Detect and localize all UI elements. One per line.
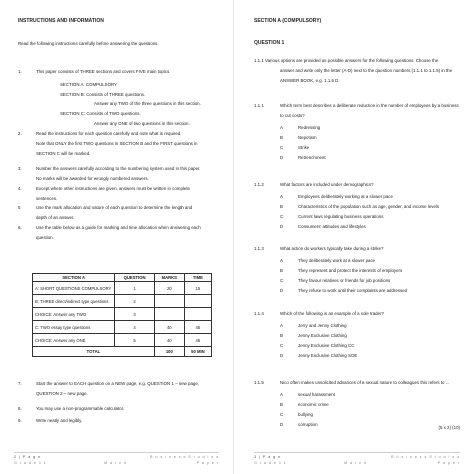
- option-letter: C: [280, 412, 284, 417]
- table-cell-marks: [154, 295, 184, 308]
- option-letter: A: [280, 194, 283, 199]
- option-letter: A: [280, 125, 283, 130]
- option-text: sexual harassment: [298, 392, 335, 397]
- total-marks: (5 x 2) (10): [438, 425, 460, 430]
- option-text: Nepotism: [298, 135, 317, 140]
- instruction-number: 4.: [18, 186, 22, 191]
- question-stem: What action do workers typically take during a strike?: [280, 246, 384, 251]
- left-page-content: [0, 0, 233, 474]
- table-cell-time: 45: [184, 334, 211, 347]
- option-letter: D: [280, 155, 284, 160]
- option-letter: B: [280, 402, 283, 407]
- instruction-text: Write neatly and legibly.: [36, 418, 83, 423]
- instruction-number: 6.: [18, 225, 22, 230]
- table-cell-time: [184, 295, 211, 308]
- table-body: [33, 282, 212, 357]
- option-text: Retrenchment: [298, 155, 326, 160]
- table-row: [33, 282, 212, 295]
- footer-page-number: 3 | P a g e: [254, 455, 282, 459]
- option-letter: C: [280, 278, 284, 283]
- table-cell-marks: 40: [154, 334, 184, 347]
- instruction-number: 9.: [18, 418, 22, 423]
- instruction-text: Note that ONLY the first TWO questions in SECTION B and the FIRST questions in: [36, 141, 198, 146]
- table-row: [33, 308, 212, 321]
- option-text: Redressing: [298, 125, 321, 130]
- instruction-text: SECTION A: COMPULSORY: [60, 82, 118, 87]
- instruction-text: Answer any TWO of the three questions in this section.: [94, 101, 201, 106]
- footer-subject: B u s i n e s s S t u d i e s: [150, 455, 219, 459]
- footer-month: M a r c h: [344, 461, 367, 465]
- footer-paper: P a p e r: [196, 461, 219, 465]
- table-cell-marks: 40: [154, 321, 184, 334]
- right-page-footer: [254, 452, 460, 467]
- table-total-marks: 100: [154, 347, 184, 357]
- question-number: 1.1.2: [254, 182, 264, 187]
- table-header-marks: MARKS: [154, 274, 184, 282]
- instruction-text: Start the answer to EACH question on a NEW page, e.g. QUESTION 1 – new page,: [36, 381, 200, 386]
- table-header-time: TIME: [184, 274, 211, 282]
- instruction-number: 5: [18, 205, 21, 210]
- option-text: Characteristics of the population such as age, gender, and income levels: [298, 204, 440, 209]
- instruction-text: SECTION B: Consists of THREE questions.: [60, 92, 146, 97]
- table-cell-time: [184, 308, 211, 321]
- table-cell-question: 1: [115, 282, 155, 295]
- question-stem: What factors are included under demographics?: [280, 182, 374, 187]
- table-cell-marks: 20: [154, 282, 184, 295]
- option-letter: D: [280, 288, 284, 293]
- table-row: [33, 321, 212, 334]
- table-row: [33, 295, 212, 308]
- table-cell-question: 2: [115, 295, 155, 308]
- option-text: Consumers' attitudes and lifestyles: [298, 224, 366, 229]
- table-row: [33, 334, 212, 347]
- option-letter: D: [280, 353, 284, 358]
- section-heading: SECTION A (COMPULSORY): [254, 18, 322, 24]
- option-text: They favour relatives or friends for job positions: [298, 278, 391, 283]
- option-text: Jenny Exclusive Clothing SOE: [298, 353, 358, 358]
- option-text: Employees deliberately working at a slower pace: [298, 194, 393, 199]
- table-cell-question: 5: [115, 334, 155, 347]
- option-text: Jenny Exclusive Clothing CC: [298, 343, 355, 348]
- table-cell-section: C: TWO essay type questions: [33, 321, 115, 334]
- question-heading: QUESTION 1: [254, 40, 285, 46]
- table-cell-question: 4: [115, 321, 155, 334]
- instruction-number: 2.: [18, 131, 22, 136]
- left-page: [0, 0, 234, 474]
- question-stem: Nico often makes unsolicited advances of a sexual nature to colleagues this refers to ...: [280, 380, 450, 385]
- question-instruction-text: 1.1.1 Various options are provided as possible answers for the following questions. Choose the: [254, 58, 439, 63]
- option-text: Strike: [298, 145, 310, 150]
- option-text: Jenny Exclusive Clothing: [298, 333, 347, 338]
- instruction-number: 7.: [18, 381, 22, 386]
- option-letter: D: [280, 422, 284, 427]
- instruction-text: SECTION C will be marked.: [36, 151, 91, 156]
- table-header-question: QUESTION: [115, 274, 155, 282]
- question-number: 1.1.1: [254, 103, 264, 108]
- instruction-text: Except where other instructions are given, answers must be written in complete: [36, 186, 190, 191]
- table-total-time: 50 MIN: [184, 347, 211, 357]
- instruction-number: 1.: [18, 69, 22, 74]
- marks-allocation-table: [32, 273, 212, 357]
- option-letter: A: [280, 323, 283, 328]
- table-cell-marks: [154, 308, 184, 321]
- table-cell-question: 3: [115, 308, 155, 321]
- option-letter: D: [280, 224, 284, 229]
- instruction-text: Number the answers carefully according to the numbering system used in this paper.: [36, 166, 201, 171]
- footer-grade: G r a d e 1 1: [254, 461, 287, 465]
- option-letter: B: [280, 268, 283, 273]
- table-total-label: TOTAL: [33, 347, 155, 357]
- table-cell-section: CHOICE: Answer any ONE: [33, 334, 115, 347]
- instruction-text: SECTION C: Consists of TWO questions.: [60, 111, 141, 116]
- table-total-row: [33, 347, 212, 357]
- question-number: 1.1.3: [254, 246, 264, 251]
- option-letter: B: [280, 135, 283, 140]
- instruction-text: No marks will be awarded for wrongly numbered answers.: [36, 176, 149, 181]
- right-page: [240, 0, 474, 474]
- question-instruction-text: answer and write only the letter (A-D) next to the question numbers (1.1.1 to 1.1.5) in the: [280, 68, 453, 73]
- table-cell-section: A: SHORT QUESTIONS COMPULSORY: [33, 282, 115, 295]
- footer-grade: G r a d e 1 1: [14, 461, 47, 465]
- right-page-content: [240, 0, 474, 474]
- instruction-number: 3.: [18, 166, 22, 171]
- option-letter: C: [280, 145, 284, 150]
- instruction-text: Use the table below as a guide for marking and time allocation when answering each: [36, 225, 201, 230]
- option-text: Current laws regulating business operations: [298, 214, 384, 219]
- table-cell-time: 15: [184, 282, 211, 295]
- instruction-text: You may use a non-programmable calculator.: [36, 406, 125, 411]
- instructions-intro: Read the following instructions carefully before answering the questions.: [18, 41, 159, 46]
- instruction-text: QUESTION 2 – new page.: [36, 391, 88, 396]
- option-text: They represent and protect the interests of employers: [298, 268, 403, 273]
- instruction-text: Use the mark allocation and nature of each question to determine the length and: [36, 205, 193, 210]
- option-text: They refuse to work until their complaints are addressed: [298, 288, 408, 293]
- table-header-row: [33, 274, 212, 282]
- option-letter: A: [280, 258, 283, 263]
- instruction-text: This paper consists of THREE sections and covers FIVE main topics.: [36, 69, 171, 74]
- option-text: economic crime: [298, 402, 329, 407]
- question-stem: to cut costs?: [280, 113, 305, 118]
- instructions-heading: INSTRUCTIONS AND INFORMATION: [18, 18, 104, 24]
- option-text: bullying: [298, 412, 313, 417]
- instruction-text: Answer any ONE of two questions in this section.: [94, 121, 190, 126]
- footer-subject: B u s i n e s s S t u d i e s: [391, 455, 460, 459]
- footer-month: M a r c h: [104, 461, 127, 465]
- option-letter: A: [280, 392, 283, 397]
- table-cell-section: B: THREE direct/indirect type questions: [33, 295, 115, 308]
- question-stem: Which of the following is an example of a sole trader?: [280, 311, 384, 316]
- option-letter: C: [280, 214, 284, 219]
- table-cell-time: 45: [184, 321, 211, 334]
- option-letter: B: [280, 204, 283, 209]
- question-number: 1.1.4: [254, 311, 264, 316]
- table-header-section: SECTION A: [33, 274, 115, 282]
- instruction-text: question.: [36, 235, 54, 240]
- option-letter: C: [280, 343, 284, 348]
- footer-page-number: 2 | P a g e: [14, 455, 42, 459]
- question-instruction-text: ANSWER BOOK, e.g. 1.1.6 D.: [280, 78, 340, 83]
- instruction-number: 8.: [18, 406, 22, 411]
- footer-paper: P a p e r: [437, 461, 460, 465]
- option-text: Jerry and Jenny Clothing: [298, 323, 347, 328]
- option-letter: B: [280, 333, 283, 338]
- instruction-text: depth of an answer.: [36, 215, 75, 220]
- instruction-text: Read the instructions for each question carefully and note what is required.: [36, 131, 182, 136]
- option-text: corruption: [298, 422, 318, 427]
- instruction-text: sentences.: [36, 196, 58, 201]
- left-page-footer: [14, 452, 219, 467]
- question-stem: Which term best describes a deliberate reduction in the number of employees by a business: [280, 103, 459, 108]
- table-cell-section: CHOICE: Answer any TWO: [33, 308, 115, 321]
- option-text: They deliberately work at a slower pace: [298, 258, 376, 263]
- question-number: 1.1.5: [254, 380, 264, 385]
